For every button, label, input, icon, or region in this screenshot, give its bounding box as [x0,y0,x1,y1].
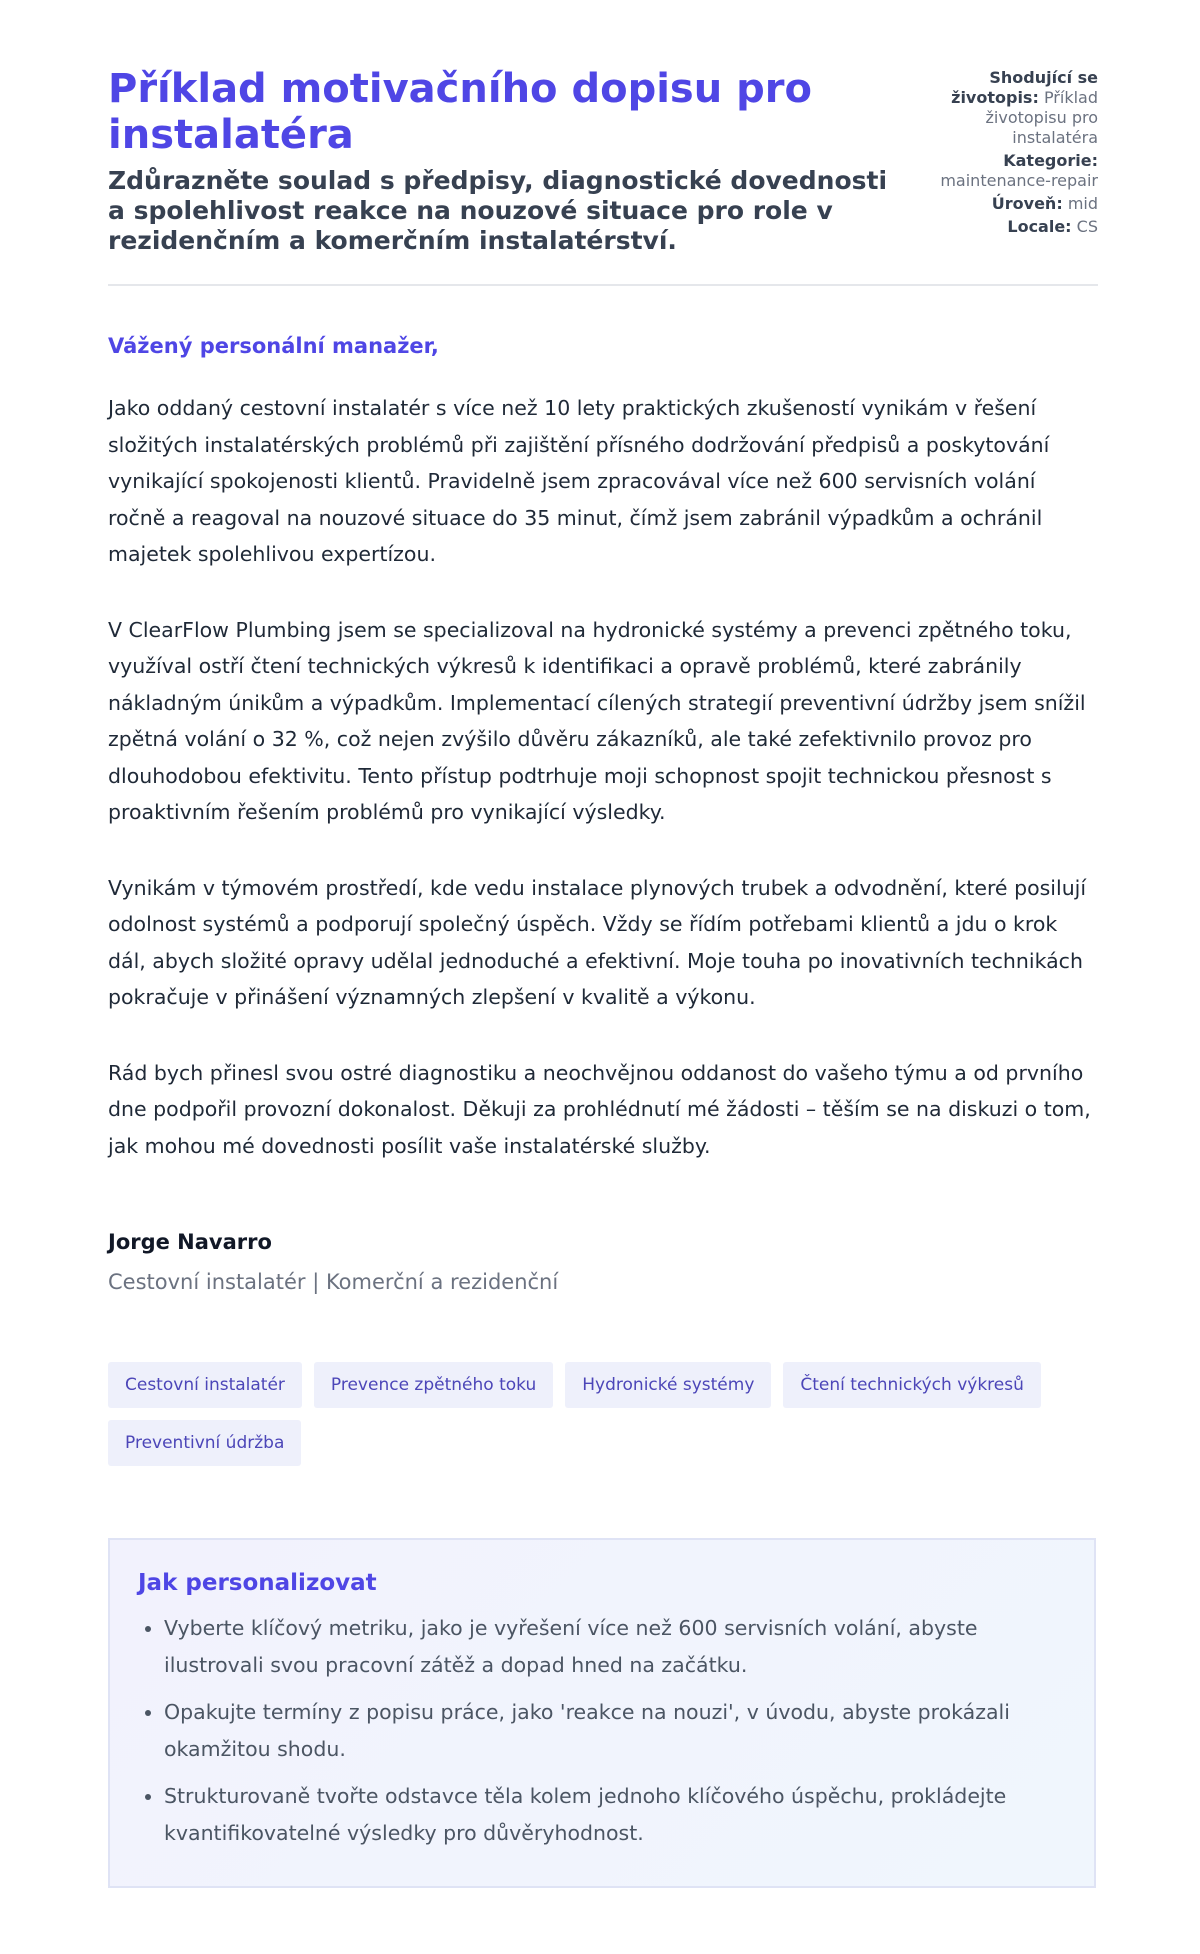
letter-body [108,390,1098,1203]
meta-resume [898,68,1098,148]
skill-tag: Prevence zpětného toku [314,1362,553,1408]
skill-tag: Čtení technických výkresů [783,1362,1040,1408]
tips-list [138,1610,1066,1851]
meta-resume-value: Příklad životopisu pro instalatéra [985,88,1098,147]
meta-category [898,151,1098,191]
page-header [108,66,1098,256]
meta-resume-label: Shodující se životopis: [951,68,1098,107]
page-title: Příklad motivačního dopisu pro instalatéra [108,66,812,158]
skill-tag: Preventivní údržba [108,1420,301,1466]
signature-role: Cestovní instalatér | Komerční a rezidenční [108,1270,559,1294]
header-divider [108,284,1098,286]
tip-item: • Strukturovaně tvořte odstavce těla kolem jednoho klíčového úspěchu, prokládejte kvantifikovatelné výsledky pro důvěryhodnost. [164,1778,1066,1851]
letter-paragraph: Jako oddaný cestovní instalatér s více než 10 lety praktických zkušeností vynikám v řešení složitých instalatérských problémů při zajištění přísného dodržování předpisů a poskytování vynikající spokojenosti klientů. Pravidelně jsem zpracovával více než 600 servisních volání ročně a reagoval na nouzové situace do 35 minut, čímž jsem zabránil výpadkům a ochránil majetek spolehlivou expertízou. [108,396,1050,566]
meta-level [898,194,1098,214]
meta-category-label: Kategorie: [1003,151,1098,170]
skill-tag: Hydronické systémy [565,1362,771,1408]
signature-name: Jorge Navarro [108,1230,272,1254]
meta-locale [898,217,1098,237]
skill-tag: Cestovní instalatér [108,1362,302,1408]
signature-block [108,1228,558,1296]
skill-tags [108,1362,1098,1466]
meta-category-value: maintenance-repair [940,171,1098,190]
letter-paragraph: Vynikám v týmovém prostředí, kde vedu instalace plynových trubek a odvodnění, které posilují odolnost systémů a podporují společný úspěch. Vždy se řídím potřebami klientů a jdu o krok dál, abych složité opravy udělal jednoduché a efektivní. Moje touha po inovativních technikách pokračuje v přinášení významných zlepšení v kvalitě a výkonu. [108,875,1087,1009]
header-titles [108,66,898,256]
tips-title: Jak personalizovat [138,1570,377,1596]
meta-level-label: Úroveň: [991,194,1063,213]
meta-panel [898,66,1098,256]
meta-level-value: mid [1067,194,1098,213]
tip-item: • Vyberte klíčový metriku, jako je vyřešení více než 600 servisních volání, abyste ilustrovali svou pracovní zátěž a dopad hned na začátku. [164,1610,1066,1683]
letter-paragraph: Rád bych přinesl svou ostré diagnostiku a neochvějnou oddanost do vašeho týmu a od prvního dne podpořil provozní dokonalost. Děkuji za prohlédnutí mé žádosti – těším se na diskuzi o tom, jak mohou mé dovednosti posílit vaše instalatérské služby. [108,1060,1091,1158]
page-subtitle: Zdůrazněte soulad s předpisy, diagnostické dovednosti a spolehlivost reakce na nouzové situace pro role v rezidenčním a komerčním instalatérství. [108,166,888,255]
meta-locale-value: CS [1076,217,1098,236]
letter-greeting: Vážený personální manažer, [108,334,439,358]
letter-paragraph: V ClearFlow Plumbing jsem se specializoval na hydronické systémy a prevenci zpětného toku, využíval ostří čtení technických výkresů k identifikaci a opravě problémů, které zabránily nákladným únikům a výpadkům. Implementací cílených strategií preventivní údržby jsem snížil zpětná volání o 32 %, což nejen zvýšilo důvěru zákazníků, ale také zefektivnilo provoz pro dlouhodobou efektivitu. Tento přístup podtrhuje moji schopnost spojit technickou přesnost s proaktivním řešením problémů pro vynikající výsledky. [108,617,1086,824]
personalize-tips-box [108,1538,1096,1888]
meta-locale-label: Locale: [1007,217,1072,236]
tip-item: • Opakujte termíny z popisu práce, jako 'reakce na nouzi', v úvodu, abyste prokázali okamžitou shodu. [164,1694,1066,1767]
